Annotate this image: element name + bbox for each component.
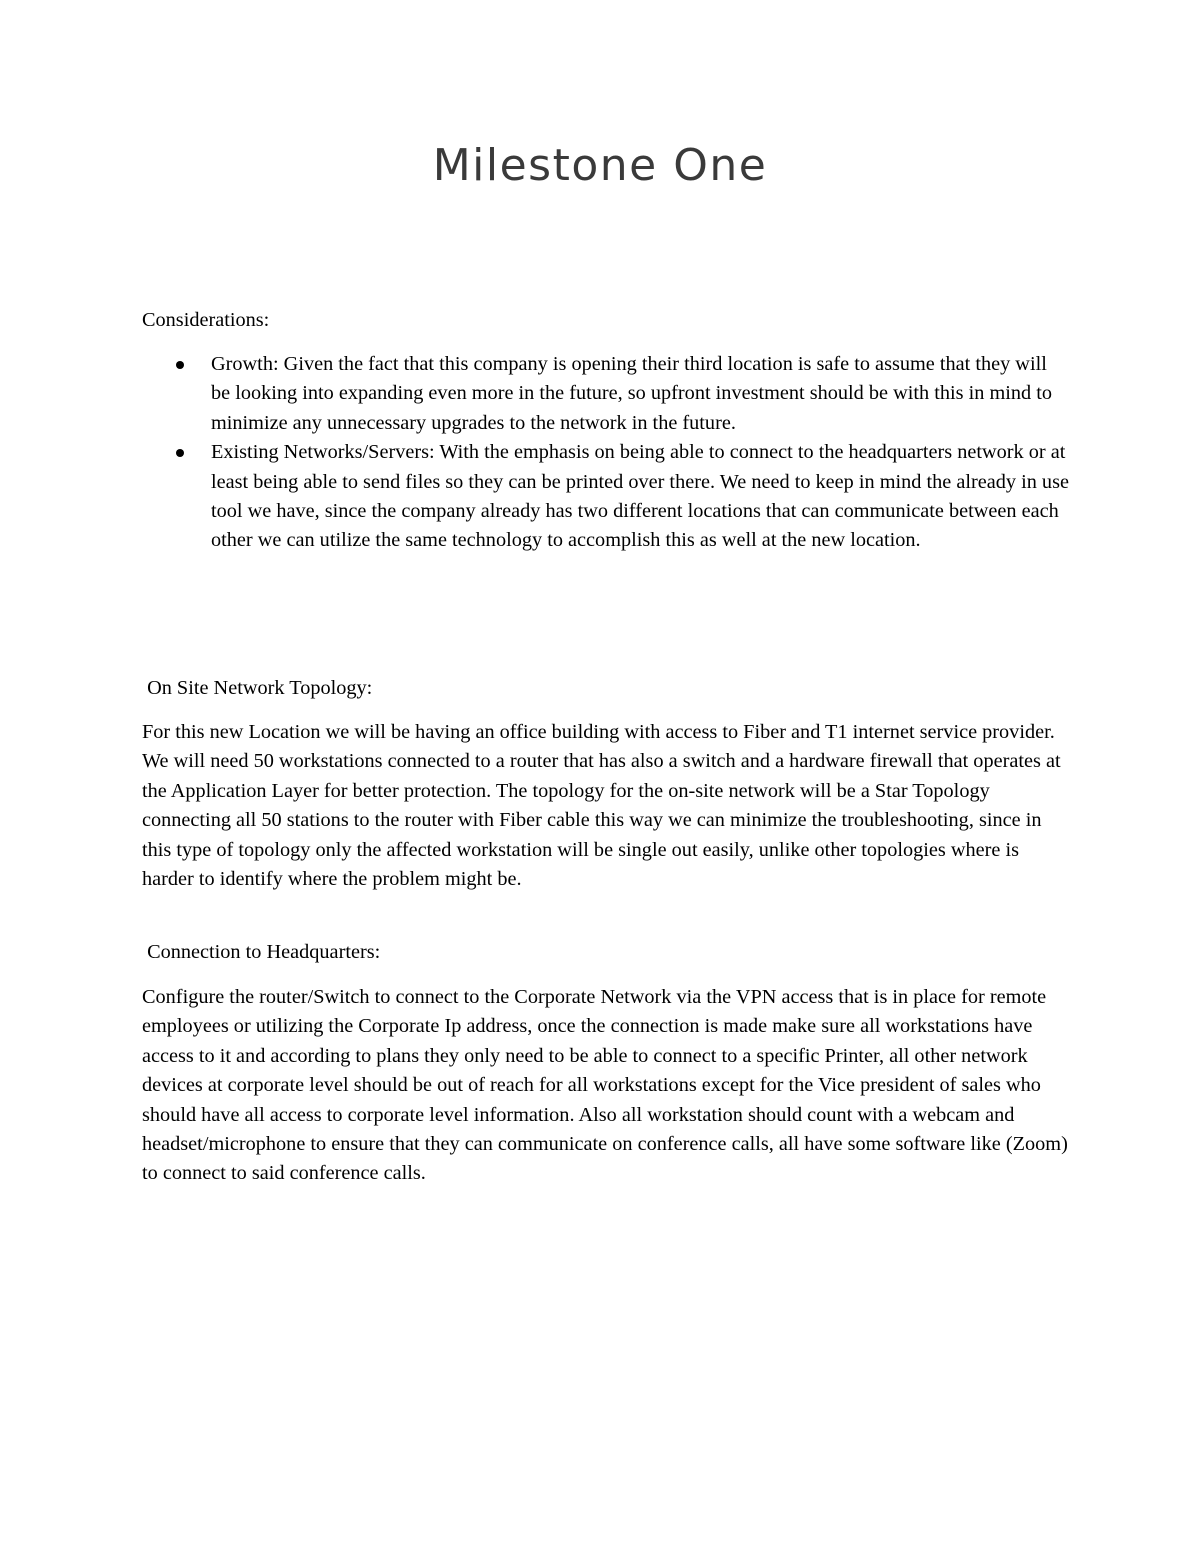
list-item <box>170 350 1070 438</box>
page-title: Milestone One <box>432 140 768 191</box>
topology-heading: On Site Network Topology: <box>142 677 373 699</box>
bullet-text-existing-networks: Existing Networks/Servers: With the emphasis on being able to connect to the headquarters network or at least being able to send files so they can be printed over there. We need to keep in mind the already in use tool we have, since the company already has two different locations that can communicate between each other we can utilize the same technology to accomplish this as well at the new location. <box>211 441 1069 552</box>
considerations-heading: Considerations: <box>142 309 270 331</box>
list-item <box>170 438 1070 556</box>
bullet-text-growth: Growth: Given the fact that this company is opening their third location is safe to assume that they will be looking into expanding even more in the future, so upfront investment should be with this in mind to minimize any unnecessary upgrades to the network in the future. <box>211 353 1052 434</box>
considerations-list <box>170 350 1070 556</box>
bullet-icon <box>176 361 184 369</box>
bullet-icon <box>176 449 184 457</box>
headquarters-heading: Connection to Headquarters: <box>142 941 381 963</box>
topology-paragraph: For this new Location we will be having an office building with access to Fiber and T1 internet service provider. We will need 50 workstations connected to a router that has also a switch and a hardware firewall that operates at the Application Layer for better protection. The topology for the on-site network will be a Star Topology connecting all 50 stations to the router with Fiber cable this way we can minimize the troubleshooting, since in this type of topology only the affected workstation will be single out easily, unlike other topologies where is harder to identify where the problem might be. <box>142 721 1061 891</box>
headquarters-paragraph: Configure the router/Switch to connect to the Corporate Network via the VPN access that is in place for remote employees or utilizing the Corporate Ip address, once the connection is made make sure all workstations have access to it and according to plans they only need to be able to connect to a specific Printer, all other network devices at corporate level should be out of reach for all workstations except for the Vice president of sales who should have all access to corporate level information. Also all workstation should count with a webcam and headset/microphone to ensure that they can communicate on conference calls, all have some software like (Zoom) to connect to said conference calls. <box>142 986 1068 1185</box>
